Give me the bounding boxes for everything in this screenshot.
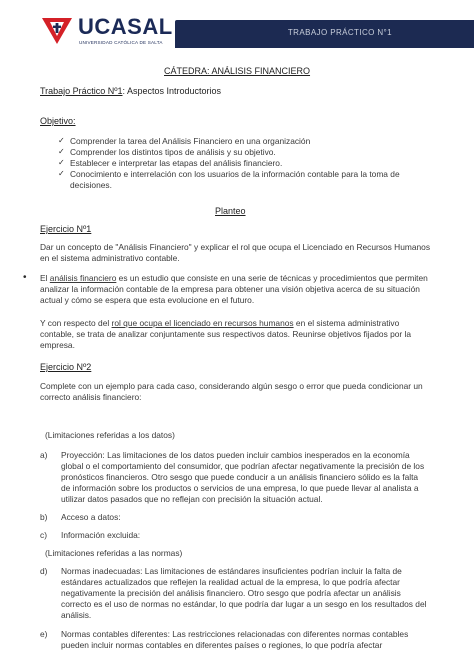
item-e-line: Normas contables diferentes: Las restricciones relacionadas con diferentes normas contables: [61, 629, 409, 639]
answer-2-line: [40, 318, 399, 329]
tp-label: Trabajo Práctico Nº1: [40, 86, 123, 96]
item-d-line: negativamente la precisión del análisis financiero. Otro sesgo que podría afectar un análisis: [61, 588, 401, 598]
item-a-line: pronósticos financieros. Otro sesgo que puede conducir a un análisis financiero sólido es la falta: [61, 472, 419, 482]
ejercicio-2-question-line: Complete con un ejemplo para cada caso, considerando algún sesgo o error que pueda condicionar un: [40, 381, 423, 391]
check-icon: ✓: [58, 169, 65, 178]
objective-item-continued: decisiones.: [70, 180, 112, 190]
answer-2-rest: en el sistema administrativo: [293, 318, 400, 328]
item-d-line: Normas inadecuadas: Las limitaciones de estándares insuficientes podrían incluir la falta de: [61, 566, 402, 576]
logo-wordmark: UCASAL: [78, 14, 173, 39]
objetivo-title: Objetivo:: [40, 116, 76, 126]
answer-1-line: analizar la información contable de la empresa para obtener una visión objetiva acerca de su situación: [40, 284, 420, 294]
limitaciones-normas-label: (Limitaciones referidas a las normas): [45, 548, 183, 558]
ejercicio-1-question-line: Dar un concepto de "Análisis Financiero" y explicar el rol que ocupa el Licenciado en Recursos Humanos: [40, 242, 431, 252]
check-icon: ✓: [58, 158, 65, 167]
logo-subtitle: UNIVERSIDAD CATÓLICA DE SALTA: [79, 40, 163, 45]
ejercicio-2-question-line: correcto análisis financiero:: [40, 392, 142, 402]
ucasal-emblem-icon: [42, 16, 72, 46]
check-icon: ✓: [58, 136, 65, 145]
ucasal-logo: [42, 14, 173, 48]
item-d-line: estándares actualizados que reflejen la realidad actual de la empresa, lo que podría afectar: [61, 577, 400, 587]
planteo-heading: Planteo: [215, 206, 246, 216]
item-e-line: pueden incluir normas contables en diferentes países o regiones, lo que podría afectar: [61, 640, 383, 650]
limitaciones-datos-label: (Limitaciones referidas a los datos): [45, 430, 175, 440]
objective-item: Comprender la tarea del Análisis Financiero en una organización: [70, 136, 311, 146]
item-b-text: Acceso a datos:: [61, 512, 121, 522]
ejercicio-2-title: Ejercicio Nº2: [40, 362, 92, 372]
check-icon: ✓: [58, 147, 65, 156]
item-a-marker: a): [40, 450, 48, 460]
ejercicio-1-title: Ejercicio Nº1: [40, 224, 92, 234]
catedra-title: CÁTEDRA: ANÁLISIS FINANCIERO: [164, 66, 311, 76]
answer-2-line: empresa.: [40, 340, 75, 350]
item-a-line: global o el comportamiento del consumidor, que podrían afectar negativamente la precisión de los: [61, 461, 425, 471]
banner-title: TRABAJO PRÁCTICO N°1: [287, 28, 392, 37]
item-e-marker: e): [40, 629, 48, 639]
item-a-line: utilizar datos pasados que no reflejan con precisión la situación actual.: [61, 494, 323, 504]
objective-item: Conocimiento e interrelación con los usuarios de la información contable para la toma de: [70, 169, 400, 179]
item-a-line: de información sobre los productos o servicios de una empresa, lo que puede llevar al analista a: [61, 483, 419, 493]
item-d-line: correcto es el uso de normas no estándar, lo que podría dar lugar a un sesgo en los resultados del: [61, 599, 427, 609]
item-c-text: Información excluida:: [61, 530, 141, 540]
answer-2-line: contable, se trata de analizar conjuntamente sus respectivos datos. Reunirse objetivos fijados por la: [40, 329, 412, 339]
answer-2-start: Y con respecto del: [40, 318, 112, 328]
answer-1-line: actual y cómo se espera que esta evolucione en el futuro.: [40, 295, 255, 305]
item-a-line: Proyección: Las limitaciones de los datos pueden incluir cambios inesperados en la economía: [61, 450, 410, 460]
tp-title: [40, 86, 221, 97]
tp-subtitle: : Aspectos Introductorios: [122, 86, 222, 96]
header-banner: [175, 20, 474, 48]
answer-2-term: rol que ocupa el licenciado en recursos humanos: [111, 318, 294, 328]
answer-1-rest: es un estudio que consiste en una serie de técnicas y procedimientos que permiten: [116, 273, 428, 283]
item-c-marker: c): [40, 530, 47, 540]
objective-item: Comprender los distintos tipos de análisis y su objetivo.: [70, 147, 276, 157]
objective-item: Establecer e interpretar las etapas del análisis financiero.: [70, 158, 283, 168]
bullet-icon: •: [23, 272, 27, 283]
answer-1-line: [40, 273, 428, 284]
item-d-line: análisis.: [61, 610, 92, 620]
answer-1-start: El: [40, 273, 50, 283]
item-d-marker: d): [40, 566, 48, 576]
item-b-marker: b): [40, 512, 48, 522]
answer-1-term: análisis financiero: [49, 273, 117, 283]
ejercicio-1-question-line: en el sistema administrativo contable.: [40, 253, 180, 263]
